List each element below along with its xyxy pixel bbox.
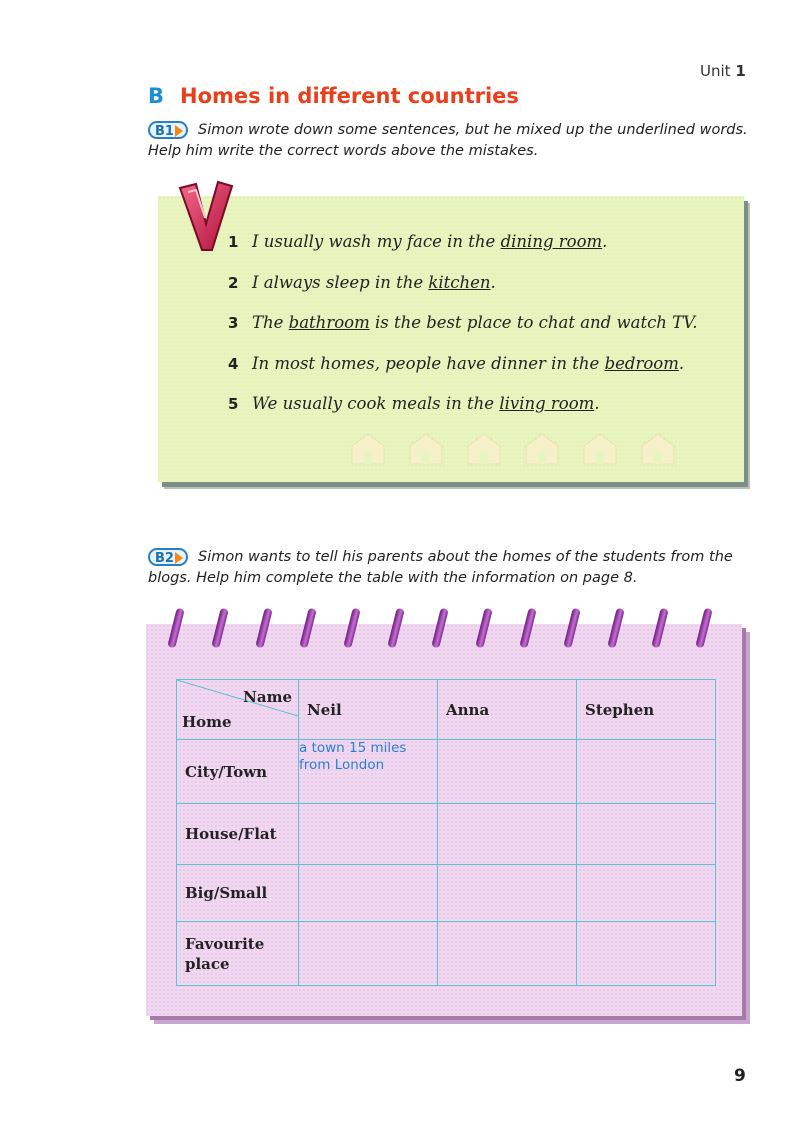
answer-cell[interactable]: [299, 922, 438, 986]
answer-cell[interactable]: [438, 804, 577, 865]
b1-badge: B1: [148, 121, 188, 139]
answer-cell-neil-city[interactable]: a town 15 miles from London: [299, 740, 438, 804]
answer-cell[interactable]: [438, 740, 577, 804]
answer-cell[interactable]: [577, 804, 716, 865]
play-arrow-icon: [175, 125, 183, 137]
section-heading: Homes in different countries: [180, 84, 519, 108]
b1-sentences: [228, 232, 697, 435]
row-label-big-small: Big/Small: [177, 865, 299, 922]
section-title: [148, 84, 519, 108]
b1-instruction: B1 Simon wrote down some sentences, but he mixed up the underlined words. Help him write the correct words above the mistakes.: [148, 122, 748, 159]
row-label-city-town: City/Town: [177, 740, 299, 804]
homes-table: [176, 679, 716, 986]
mistake-word: living room: [499, 394, 595, 413]
section-letter: B: [148, 84, 165, 108]
answer-cell[interactable]: [438, 922, 577, 986]
houses-decoration-icon: [348, 430, 708, 466]
answer-cell[interactable]: [577, 740, 716, 804]
b2-badge: B2: [148, 548, 188, 566]
col-header-stephen: Stephen: [577, 680, 716, 740]
play-arrow-icon: [175, 552, 183, 564]
mistake-word: kitchen: [428, 272, 491, 292]
answer-cell[interactable]: [299, 865, 438, 922]
answer-cell[interactable]: [577, 922, 716, 986]
answer-cell[interactable]: [577, 865, 716, 922]
v-mark-icon: [176, 178, 234, 254]
corner-name: Name: [243, 688, 292, 706]
mistake-word: bedroom: [604, 353, 679, 373]
unit-label: Unit 1: [700, 62, 746, 80]
row-label-house-flat: House/Flat: [177, 804, 299, 865]
page-number: 9: [734, 1066, 746, 1086]
col-header-anna: Anna: [438, 680, 577, 740]
sentence-4: 4 In most homes, people have dinner in the bedroom.: [228, 353, 685, 373]
sentence-1: 1 I usually wash my face in the dining room.: [228, 232, 608, 251]
sentence-5: 5 We usually cook meals in the living room.: [228, 394, 600, 413]
sentence-3: 3 The bathroom is the best place to chat and watch TV.: [228, 313, 698, 332]
answer-cell[interactable]: [299, 804, 438, 865]
mistake-word: bathroom: [288, 313, 370, 332]
corner-cell: [177, 680, 299, 740]
b2-instruction: B2 Simon wants to tell his parents about the homes of the students from the blogs. Help him complete the table with the information on page 8.: [148, 549, 733, 586]
corner-home: Home: [182, 713, 232, 731]
sentence-2: 2 I always sleep in the kitchen.: [228, 272, 496, 292]
answer-cell[interactable]: [438, 865, 577, 922]
row-label-favourite-place: Favourite place: [177, 922, 299, 986]
col-header-neil: Neil: [299, 680, 438, 740]
mistake-word: dining room: [500, 232, 603, 251]
